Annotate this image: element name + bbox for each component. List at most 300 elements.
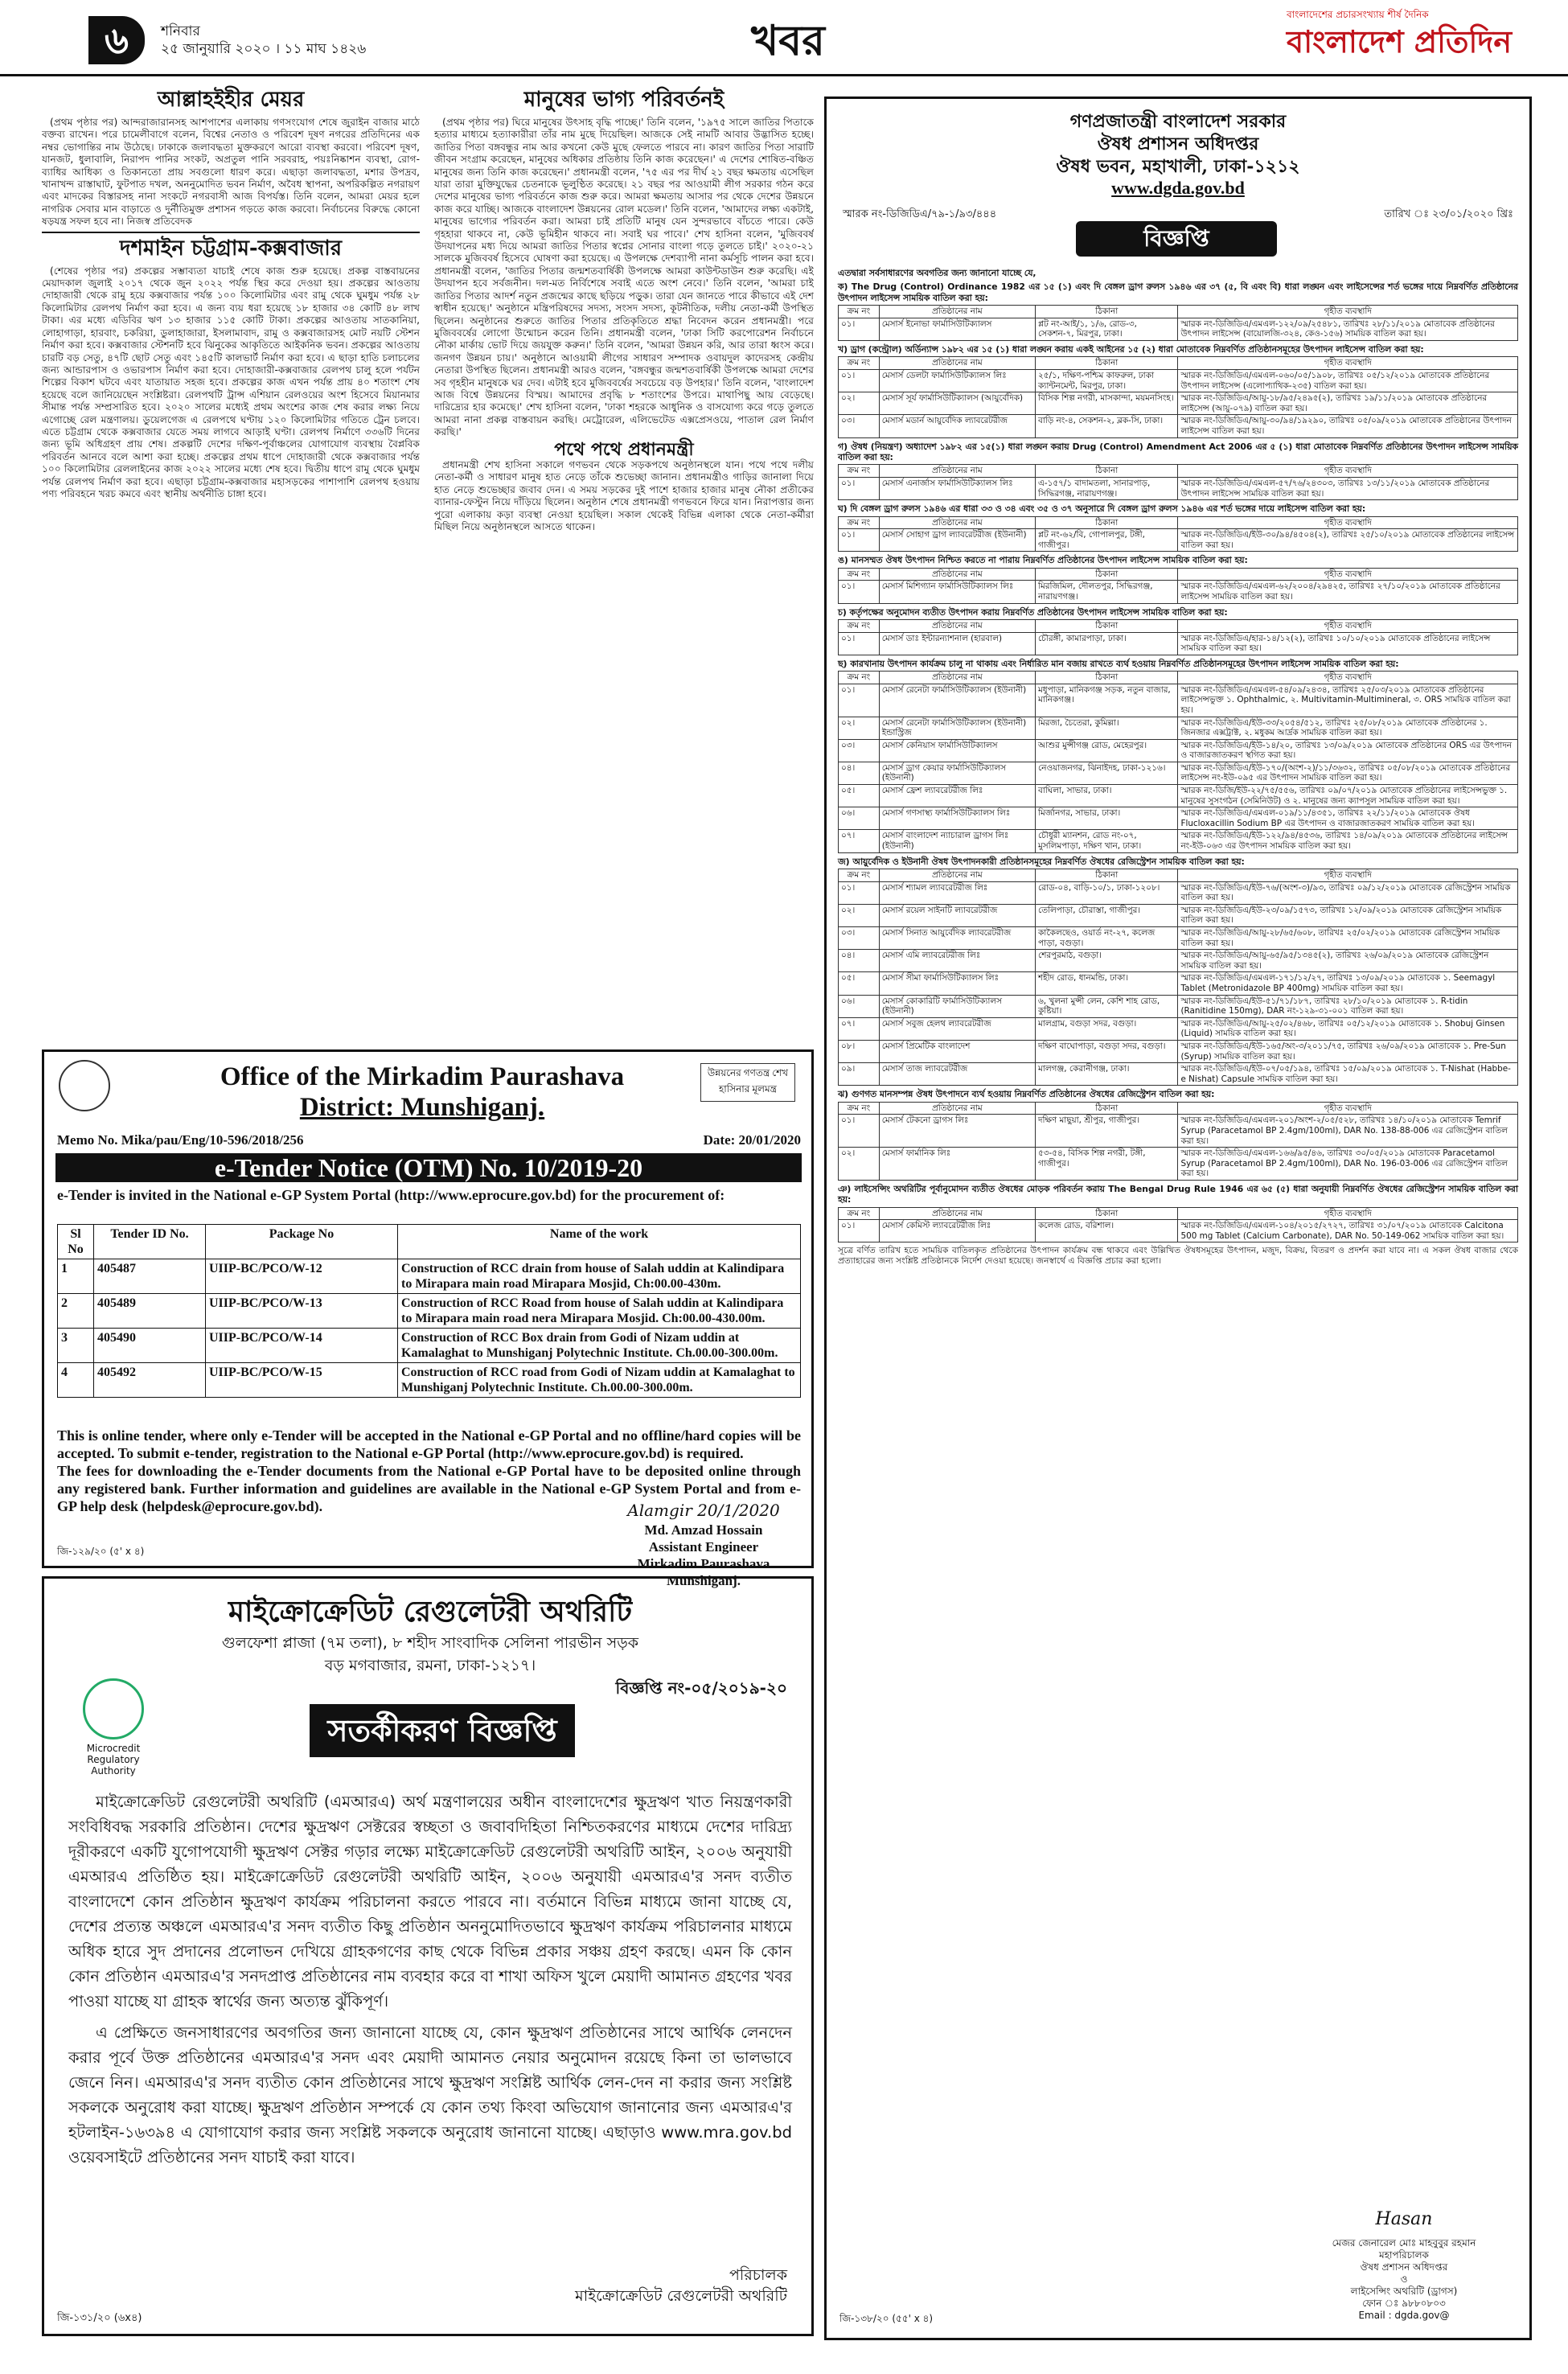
tender-intro: e-Tender is invited in the National e-GP System Portal (http://www.eprocure.gov.bd) for the procurement of: [57, 1187, 725, 1203]
table-cell-name: মেসার্স সিনাত আয়ুর্বেদিক ল্যাবরেটরীজ [879, 927, 1035, 950]
ad-code: জি-১৩৮/২০ (৫৫' x ৪) [839, 2313, 934, 2324]
table-row [839, 1063, 1518, 1086]
table-cell-action: স্মারক নং-ডিজিডিএ/এমএল-৫৭/৭৬/২৪৩০৩, তারিখঃ ১৩/১১/২০১৯ মোতাবেক প্রতিষ্ঠানের উৎপাদন লাইসেন্স সাময়িক বাতিল করা হয়। [1178, 477, 1518, 499]
column-header: গৃহীত ব্যবস্থাদি [1178, 869, 1518, 882]
table-cell-addr: চৌরঙ্গী, কামারপাড়া, ঢাকা। [1036, 632, 1178, 655]
table-row [839, 762, 1518, 784]
table-cell-name: মেসার্স কেমিস্ট ল্যাবরেটরীজ লিঃ [879, 1220, 1035, 1242]
table-cell-name: মেসার্স মিশিগ্যান ফার্মাসিউটিক্যালস লিঃ [879, 581, 1035, 603]
table-cell-n: ০১। [839, 529, 880, 552]
table-cell-addr: মালগ্রাম, বগুড়া সদর, বগুড়া। [1036, 1017, 1178, 1040]
table-cell-n: ০২। [839, 1148, 880, 1181]
table-row [839, 415, 1518, 437]
column-header: গৃহীত ব্যবস্থাদি [1178, 619, 1518, 632]
column-header: ঠিকানা [1036, 568, 1178, 581]
office-name: Office of the Mirkadim Paurashava [220, 1062, 625, 1091]
signer-title: ও [1400, 2273, 1408, 2285]
tender-memo [57, 1132, 801, 1148]
dgda-notice [824, 97, 1532, 2340]
table-row [839, 807, 1518, 830]
table-cell-action: স্মারক নং-ডিজিডিএ/এমএল-০১৯/১১/৪৩৫১, তারিখঃ ২২/১১/২০১৯ মোতাবেক ঔষধ Flucloxacillin Sodium BP এর উৎপাদন ও বাজারজাতকরণ সাময়িক বাতিল করা হয়। [1178, 807, 1518, 830]
table-cell-addr: কাকৈলছেও, ওয়ার্ড নং-২৭, কলেজ পাড়া, বগুড়া। [1036, 927, 1178, 950]
table-cell-n: ০৭। [839, 1017, 880, 1040]
table-cell-name: মেসার্স কেনিয়াস ফার্মাসিউটিক্যালস [879, 739, 1035, 762]
license-table [838, 1207, 1518, 1243]
table-cell-n: ০১। [839, 632, 880, 655]
table-cell-n: ০২। [839, 717, 880, 739]
table-header-row [839, 672, 1518, 684]
table-cell-action: স্মারক নং-ডিজিডিএ/ইউ-১৬৫/অং-৩/২০১১/৭৫, তারিখঃ ২৬/০৯/২০১৯ মোতাবেক ১. Pre-Sun (Syrup) সাময়িক বাতিল করা হয়। [1178, 1040, 1518, 1062]
table-cell-name: মেসার্স ফার্মানিক লিঃ [879, 1148, 1035, 1181]
table-header-row [839, 306, 1518, 318]
section-heading: ছ) কারখানায় উৎপাদন কার্যক্রম চালু না থাকায় এবং নির্ধারিত মান বজায় রাখতে ব্যর্থ হওয়ায় নিম্নবর্ণিত প্রতিষ্ঠানসমূহের উৎপাদন লাইসেন্স সাময়িক বাতিল করা হয়: [838, 658, 1399, 669]
column-header: প্রতিষ্ঠানের নাম [879, 357, 1035, 370]
table-cell-addr: রোড-০৪, বাড়ি-১০/১, ঢাকা-১২০৮। [1036, 881, 1178, 904]
table-header-row [58, 1225, 801, 1259]
column-header: গৃহীত ব্যবস্থাদি [1178, 1207, 1518, 1220]
table-cell-name: মেসার্স ডাঃ ইন্টারন্যাশনাল (হারবাল) [879, 632, 1035, 655]
table-cell-action: স্মারক নং-ডিজিডিএ/আয়ু-৩০/৯৪/১৯২৯০, তারিখঃ ০৫/০৯/২০১৯ মোতাবেক প্রতিষ্ঠানের উৎপাদন লাইসেন্স বাতিল করা হয়। [1178, 415, 1518, 437]
table-cell-name: মেসার্স সবুজ হেলথ ল্যাবরেটরীজ [879, 1017, 1035, 1040]
table-cell-name: মেসার্স সূর্য ফার্মাসিউটিক্যালস (আয়ুর্বেদিক) [879, 392, 1035, 415]
table-cell-addr: দক্ষিণ মাছুয়া, শ্রীপুর, গাজীপুর। [1036, 1115, 1178, 1148]
table-cell-n: ০১। [839, 318, 880, 340]
table-cell-addr: মিরজা, চৈতেরা, কুমিল্লা। [1036, 717, 1178, 739]
section-heading: ঘ) দি বেঙ্গল ড্রাগ রুলস ১৯৪৬ এর ধারা ৩৩ ও ৩৪ এবং ৩৫ ও ৩৭ অনুসারে দি বেঙ্গল ড্রাগ রুলস ১৯৪৬ এর শর্ত ভঙ্গের দায়ে লাইসেন্স বাতিল করা হয়: [838, 503, 1366, 515]
table-cell-sl: 3 [58, 1329, 94, 1363]
column-header: গৃহীত ব্যবস্থাদি [1178, 568, 1518, 581]
article-paragraph: (শেষের পৃষ্ঠার পর) প্রকল্পের সম্ভাব্যতা যাচাই শেষে কাজ শুরু হয়েছে। প্রকল্প বাস্তবায়নের মেয়াদকাল জুলাই ২০১৭ থেকে জুন ২০২২ পর্যন্ত স্থির করে দেওয়া হয়। প্রকল্পের আওতায় দোহাজারী থেকে রামু হয়ে কক্সবাজার পর্যন্ত ১০০ কিলোমিটার এবং রামু থেকে ঘুমধুম পর্যন্ত ২৮ কিলোমিটার রেলপথ নির্মাণ করা হবে। এ জন্য ব্যয় ধরা হয়েছে ১৮ হাজার ৩৪ কোটি ৪৮ লাখ টাকা। এর মধ্যে এডিবির ঋণ ১৩ হাজার ১১৫ কোটি টাকা। প্রকল্পের আওতায় সাতকানিয়া, লোহাগাড়া, হারবাং, চকরিয়া, ডুলাহাজারা, ইসলামাবাদ, রামু ও কক্সবাজারসহ মোট নয়টি স্টেশন নির্মাণ করা হবে। কক্সবাজার স্টেশনটি হবে ঝিনুকের আকৃতিতে আইকনিক ভবন। প্রকল্পের আওতায় চারটি বড় সেতু, ৪৭টি ছোট সেতু এবং ১৪৫টি কালভার্ট নির্মাণ করা হবে। এ ছাড়া হাতি চলাচলের জন্য আন্ডারপাস ও ওভারপাস নির্মাণ করা হবে। দোহাজারী-কক্সবাজার রেলপথ চালু হলে পর্যটন শিল্পের বিকাশ ঘটবে এবং যাতায়াত সহজ হবে। প্রকল্পের কাজ এখন পর্যন্ত প্রায় ৪০ শতাংশ শেষ হয়েছে বলে জানিয়েছেন সংশ্লিষ্টরা। রেলপথটি ট্রান্স এশিয়ান রেলওয়ের অংশ হিসেবে মিয়ানমার সীমান্ত পর্যন্ত সম্প্রসারিত হবে। ২০২০ সালের মধ্যেই প্রথম অংশের কাজ শেষ করার লক্ষ্য নিয়ে এগোচ্ছে রেল মন্ত্রণালয়। ডুয়েলগেজ এ রেলপথে ঘণ্টায় ১২০ কিলোমিটার গতিতে ট্রেন চলবে। এতে চট্টগ্রাম থেকে কক্সবাজার যেতে সময় লাগবে আড়াই ঘণ্টা। রেলপথ নির্মাণে ৩৩৬টি দিনের জন্য ভূমি অধিগ্রহণ প্রায় শেষ। প্রকল্পটি দেশের দক্ষিণ-পূর্বাঞ্চলের যোগাযোগ ব্যবস্থায় বৈপ্লবিক পরিবর্তন আনবে বলে আশা করা হচ্ছে। প্রকল্পের প্রথম ধাপে দোহাজারী থেকে কক্সবাজার পর্যন্ত ১০০ কিলোমিটার রেললাইনের কাজ ২০২২ সালের মধ্যে শেষ হবে। দ্বিতীয় ধাপে রামু থেকে ঘুমধুম পর্যন্ত রেলপথ নির্মাণ করা হবে। এছাড়া চট্টগ্রাম-কক্সবাজার মহাসড়কের পাশাপাশি রেলপথ হওয়ায় পণ্য পরিবহনে খরচ কমবে এবং স্থানীয় অর্থনীতি চাঙ্গা হবে। [42, 265, 420, 499]
dgda-signature-block [1299, 2209, 1508, 2322]
table-row [839, 581, 1518, 603]
signer-org: মাইক্রোক্রেডিট রেগুলেটরী অথরিটি [575, 2287, 787, 2305]
table-cell-n: ০৯। [839, 1063, 880, 1086]
tender-note: This is online tender, where only e-Tender will be accepted in the National e-GP Portal and no offline/hard copies will be accepted. To submit e-tender, registration to the National e-GP Portal (http://www.eprocure.gov.bd) is required. [57, 1427, 801, 1461]
license-table [838, 869, 1518, 1086]
table-cell-addr: এ-১৫৭/১ বাদামতলা, সানারপাড়, সিদ্ধিরগঞ্জ, নারায়ণগঞ্জ। [1036, 477, 1178, 499]
column-header: ক্রম নং [839, 1102, 880, 1115]
section-heading: খ) ড্রাগ (কন্ট্রোল) অর্ডিন্যান্স ১৯৮২ এর ১৫ (১) ধারা লঙ্ঘন করায় একই আইনের ১৫ (২) ধারা মোতাবেক নিম্নবর্ণিত প্রতিষ্ঠানসমূহের উৎপাদন লাইসেন্স বাতিল করা হয়: [838, 344, 1424, 355]
table-cell-n: ০৫। [839, 785, 880, 807]
table-row [839, 904, 1518, 926]
column-header: ঠিকানা [1036, 357, 1178, 370]
dateline [161, 23, 402, 58]
table-cell-pkg: UIIP-BC/PCO/W-14 [206, 1329, 398, 1363]
table-cell-name: মেসার্স টেকনো ড্রাগস লিঃ [879, 1115, 1035, 1148]
table-cell-addr: দক্ষিণ বাঘোপাড়া, বগুড়া সদর, বগুড়া। [1036, 1040, 1178, 1062]
table-row [839, 477, 1518, 499]
table-cell-addr: ৬, খুলনা মুন্সী লেন, কেশি শাহ রোড, কুষ্টিয়া। [1036, 995, 1178, 1017]
dgda-content [838, 265, 1518, 1267]
table-cell-name: মেসার্স গণসাস্থ্য ফার্মাসিউটিক্যালস লিঃ [879, 807, 1035, 830]
mra-address-line-2: বড় মগবাজার, রমনা, ঢাকা-১২১৭। [324, 1657, 536, 1674]
table-cell-action: স্মারক নং-ডিজিডিএ/ইউ-৩৩/২০৫৪/৫১২, তারিখঃ ২৫/০৮/২০১৯ মোতাবেক প্রতিষ্ঠানের ১. জিনজার এক্সট্রাক্ট, ২. মধুকম আর্দ্রক সাময়িক বাতিল করা হয়। [1178, 717, 1518, 739]
column-header: ঠিকানা [1036, 619, 1178, 632]
table-cell-pkg: UIIP-BC/PCO/W-13 [206, 1294, 398, 1329]
table-cell-action: স্মারক নং-ডিজিডিএ/ইউ-২৩/০৯/১৫৭৩, তারিখঃ ১২/০৯/২০১৯ মোতাবেক রেজিস্ট্রেশন সাময়িক বাতিল করা হয়। [1178, 904, 1518, 926]
column-header: ক্রম নং [839, 306, 880, 318]
table-cell-n: ০২। [839, 904, 880, 926]
table-cell-addr: শেরপুরমাঠ, বগুড়া। [1036, 950, 1178, 972]
table-cell-action: স্মারক নং-ডিজিডিএ/এমএল-০৬০/০৫/১৯০৮, তারিখঃ ০৫/১২/২০১৯ মোতাবেক প্রতিষ্ঠানের উৎপাদন লাইসেন্স (এলোপ্যাথিক-২৩৫) বাতিল করা হয়। [1178, 370, 1518, 392]
section-heading: গ) ঔষধ (নিয়ন্ত্রণ) অধ্যাদেশ ১৯৮২ এর ১৫(১) ধারা লঙ্ঘন করায় Drug (Control) Amendment Act 2006 এর ৫ (১) ধারা মোতাবেক নিম্নবর্ণিত প্রতিষ্ঠানের উৎপাদন লাইসেন্স সাময়িক বাতিল করা হয়: [838, 441, 1518, 462]
table-row [839, 785, 1518, 807]
memo-date: Date: 20/01/2020 [703, 1132, 801, 1148]
column-header: Sl No [58, 1225, 94, 1259]
signature: Alamgir 20/1/2020 [627, 1501, 780, 1520]
government-emblem-icon [59, 1060, 110, 1111]
table-row [839, 717, 1518, 739]
column-header: গৃহীত ব্যবস্থাদি [1178, 306, 1518, 318]
license-table [838, 1102, 1518, 1181]
table-cell-n: ০৩। [839, 415, 880, 437]
column-header: প্রতিষ্ঠানের নাম [879, 306, 1035, 318]
section-heading: ঙ) মানসম্মত ঔষধ উৎপাদন নিশ্চিত করতে না পারায় নিম্নবর্ণিত প্রতিষ্ঠানের উৎপাদন লাইসেন্স সাময়িক বাতিল করা হয়: [838, 555, 1248, 566]
table-cell-n: ০১। [839, 581, 880, 603]
column-header: ঠিকানা [1036, 1102, 1178, 1115]
tender-note: The fees for downloading the e-Tender documents from the National e-GP Portal have to be deposited online through any registered bank. Further information and guidelines are available in the National e-GP System Portal and from e-GP help desk (helpdesk@eprocure.gov.bd). [57, 1463, 801, 1514]
table-cell-name: মেসার্স প্রিমেটিক বাংলাদেশ [879, 1040, 1035, 1062]
column-header: গৃহীত ব্যবস্থাদি [1178, 1102, 1518, 1115]
table-header-row [839, 869, 1518, 882]
table-cell-n: ০২। [839, 392, 880, 415]
mra-body [68, 1789, 792, 2176]
table-cell-action: স্মারক নং-ডিজিডিএ/ইউ-১২২/৯৪/৪৫৩৬, তারিখঃ ১৪/০৯/২০১৯ মোতাবেক প্রতিষ্ঠানের লাইসেন্স নং-ইউ-০৬৩ এর উৎপাদন সাময়িক বাতিল করা হয়। [1178, 830, 1518, 852]
article-column-1 [42, 84, 420, 1041]
table-cell-name: মেসার্স কোকারিটি ফার্মাসিউটিক্যালস (ইউনানী) [879, 995, 1035, 1017]
table-cell-pkg: UIIP-BC/PCO/W-15 [206, 1363, 398, 1398]
signer-name: মেজর জেনারেল মোঃ মাহবুবুর রহমান [1332, 2237, 1476, 2249]
section-heading: ঝ) গুণগত মানসম্পন্ন ঔষধ উৎপাদনে ব্যর্থ হওয়ায় নিম্নবর্ণিত প্রতিষ্ঠানের ঔষধের রেজিস্ট্রেশন বাতিল করা হয়: [838, 1089, 1215, 1100]
masthead [0, 0, 1568, 76]
signer-title: ঔষধ প্রশাসন অধিদপ্তর [1360, 2261, 1448, 2273]
column-header: প্রতিষ্ঠানের নাম [879, 1207, 1035, 1220]
table-cell-name: মেসার্স ফ্রেশ ল্যাবরেটরীজ লিঃ [879, 785, 1035, 807]
notice-intro: এতদ্বারা সর্বসাধারণের অবগতির জন্য জানানো যাচ্ছে যে, [838, 268, 1036, 278]
article-subhead: পথে পথে প্রধানমন্ত্রী [554, 438, 694, 460]
license-table [838, 464, 1518, 500]
warning-title: সতর্কীকরণ বিজ্ঞপ্তি [310, 1704, 575, 1757]
table-cell-action: স্মারক নং-ডিজিডিএ/এমএল-১৭১/১২/২৭, তারিখঃ ১৩/০৯/২০১৯ মোতাবেক ১. Seemagyl Tablet (Metronidazole BP 400mg) সাময়িক বাতিল করা হয়। [1178, 972, 1518, 995]
table-header-row [839, 516, 1518, 529]
table-cell-action: স্মারক নং-ডিজিডিএ/এমএল-১০৪/২০১৫/২৭২৭, তারিখঃ ৩১/০৭/২০১৯ মোতাবেক Calcitona 500 mg Tablet (Calcium Carbonate), DAR No. 50-149-062 সাময়িক বাতিল করা হয়। [1178, 1220, 1518, 1242]
memo-date: তারিখ ঃ ২৩/০১/২০২০ খ্রিঃ [1384, 208, 1513, 220]
table-cell-action: স্মারক নং-ডিজিডিএ/আয়ু-৬৫/৯৫/১৩৪৫(২), তারিখঃ ২৬/০৯/২০১৯ মোতাবেক রেজিস্ট্রেশন সাময়িক বাতিল করা হয়। [1178, 950, 1518, 972]
mra-logo-icon [83, 1678, 144, 1739]
closing-text: সূত্রে বর্ণিত তারিখ হতে সাময়িক বাতিলকৃত প্রতিষ্ঠানের উৎপাদন কার্যক্রম বন্ধ থাকবে এবং উল্লিখিত ঔষধসমূহের উৎপাদন, মজুদ, বিক্রয়, বিতরণ ও প্রদর্শন করা যাবে না। এ সকল ঔষধ বাজার থেকে প্রত্যাহারের জন্য সংশ্লিষ্ট প্রতিষ্ঠানকে নির্দেশ দেওয়া হয়েছে। জনস্বার্থে এ বিজ্ঞপ্তি প্রচার করা হলো। [838, 1246, 1518, 1267]
table-cell-n: ০১। [839, 370, 880, 392]
table-cell-addr: বাঘিলা, সাভার, ঢাকা। [1036, 785, 1178, 807]
table-row [839, 881, 1518, 904]
table-cell-sl: 4 [58, 1363, 94, 1398]
table-cell-addr: মির্জানগর, সাভার, ঢাকা। [1036, 807, 1178, 830]
table-cell-name: মেসার্স রেনেটা ফার্মাসিউটিক্যালস (ইউনানী) [879, 684, 1035, 717]
table-row [839, 1115, 1518, 1148]
signer-title: পরিচালক [729, 2266, 787, 2284]
table-header-row [839, 568, 1518, 581]
signer-email: Email : dgda.gov@ [1358, 2310, 1450, 2321]
table-row [839, 392, 1518, 415]
notice-title: বিজ্ঞপ্তি [1076, 221, 1277, 257]
mra-address-line-1: গুলফেশা প্লাজা (৭ম তলা), ৮ শহীদ সাংবাদিক সেলিনা পারভীন সড়ক [221, 1634, 639, 1652]
table-cell-n: ০১। [839, 881, 880, 904]
table-cell-name: মেসার্স সোহাগ ড্রাগ ল্যাবরেটরীজ (ইউনানী) [879, 529, 1035, 552]
table-cell-addr: বাড়ি নং-৪, সেকশন-২, ব্লক-সি, ঢাকা। [1036, 415, 1178, 437]
newspaper-logo [1287, 8, 1536, 64]
memo-number: Memo No. Mika/pau/Eng/10-596/2018/256 [57, 1132, 304, 1148]
ad-code: জি-১২৯/২০ (৫' x ৪) [57, 1546, 145, 1557]
table-cell-addr: আশুর মুন্সীগঞ্জ রোড, মেহেরপুর। [1036, 739, 1178, 762]
column-header: Tender ID No. [94, 1225, 206, 1259]
license-table [838, 305, 1518, 341]
column-header: গৃহীত ব্যবস্থাদি [1178, 465, 1518, 478]
table-cell-addr: নেওয়াজনগর, ঝিনাইদহ, ঢাকা-১২১৬। [1036, 762, 1178, 784]
table-row [839, 1040, 1518, 1062]
office-district: District: Munshiganj. [299, 1093, 545, 1122]
table-cell-action: স্মারক নং-ডিজিডিএ/এমএল-৫৪/০৯/২৪৩৪, তারিখঃ ২৫/০৩/২০১৯ মোতাবেক প্রতিষ্ঠানের লাইসেন্সভুক্ত ১. Ophthalmic, ২. Multivitamin-Multimineral, ৩. ORS সাময়িক বাতিল করা হয়। [1178, 684, 1518, 717]
table-row [58, 1363, 801, 1398]
article-paragraph: প্রধানমন্ত্রী শেখ হাসিনা সকালে গণভবন থেকে সড়কপথে অনুষ্ঠানস্থলে যান। পথে পথে দলীয় নেতা-কর্মী ও সাধারণ মানুষ হাত নেড়ে তাঁকে শুভেচ্ছা জানান। প্রধানমন্ত্রীও গাড়ির জানালা দিয়ে হাত নেড়ে শুভেচ্ছার জবাব দেন। এ সময় সড়কের দুই পাশে হাজার হাজার মানুষ নৌকা প্রতীকের ব্যানার-ফেস্টুন নিয়ে দাঁড়িয়ে ছিলেন। অনুষ্ঠান শেষে প্রধানমন্ত্রী গণভবনে ফিরে যান। নিরাপত্তার জন্য পুরো এলাকায় কড়া ব্যবস্থা নেওয়া হয়েছিল। সকাল থেকেই বিভিন্ন এলাকা থেকে নেতা-কর্মীরা মিছিল নিয়ে অনুষ্ঠানস্থলে আসতে থাকেন। [434, 458, 814, 532]
column-header: প্রতিষ্ঠানের নাম [879, 672, 1035, 684]
article-headline: আল্লাহইহীর মেয়র [157, 88, 305, 112]
mra-warning-notice [42, 1576, 814, 2336]
section-heading: চ) কর্তৃপক্ষের অনুমোদন ব্যতীত উৎপাদন করায় নিম্নবর্ণিত প্রতিষ্ঠানের উৎপাদন লাইসেন্স সাময়িক বাতিল করা হয়: [838, 606, 1228, 618]
article-headline: দশমাইন চট্টগ্রাম-কক্সবাজার [119, 236, 343, 261]
signer-title: মহাপরিচালক [1379, 2249, 1429, 2261]
section-heading: জ) আয়ুর্বেদিক ও ইউনানী ঔষধ উৎপাদনকারী প্রতিষ্ঠানসমূহের নিম্নবর্ণিত ঔষধের রেজিস্ট্রেশন সাময়িক বাতিল করা হয়: [838, 856, 1245, 867]
table-cell-id: 405487 [94, 1259, 206, 1294]
mra-paragraph: এ প্রেক্ষিতে জনসাধারণের অবগতির জন্য জানানো যাচ্ছে যে, কোন ক্ষুদ্রঋণ প্রতিষ্ঠানের সাথে আর্থিক লেনদেন করার পূর্বে উক্ত প্রতিষ্ঠানের এমআরএ'র সনদ এবং মেয়াদী আমানত নেয়ার অনুমোদন রয়েছে কিনা তা ভালভাবে জেনে নিন। এমআরএ'র সনদ ব্যতীত কোন প্রতিষ্ঠানের সাথে ক্ষুদ্রঋণ সংশ্লিষ্ট আর্থিক লেন-দেন না করার জন্য সংশ্লিষ্ট সকলকে অনুরোধ করা যাচ্ছে। ক্ষুদ্রঋণ প্রতিষ্ঠান সম্পর্কে যে কোন তথ্য কিংবা অভিযোগ জানানোর জন্য এমআরএ'র হটলাইন-১৬৩৯৪ এ যোগাযোগ করার জন্য সংশ্লিষ্ট সকলকে অনুরোধ জানানো যাচ্ছে। এছাড়াও www.mra.gov.bd ওয়েবসাইটে প্রতিষ্ঠানের সনদ যাচাই করা যাবে। [68, 2023, 792, 2167]
table-cell-addr: কলেজ রোড, বরিশাল। [1036, 1220, 1178, 1242]
table-row [839, 927, 1518, 950]
table-row [839, 995, 1518, 1017]
dgda-header [827, 110, 1529, 178]
logo-tagline: বাংলাদেশের প্রচারসংখ্যায় শীর্ষ দৈনিক [1287, 9, 1429, 20]
table-cell-n: ০৮। [839, 1040, 880, 1062]
table-cell-work: Construction of RCC Road from house of Salah uddin at Kalindipara to Mirapara main road nera Mirapara Mosjid. Ch:00.00-430.00m. [398, 1294, 801, 1329]
table-cell-n: ০৪। [839, 762, 880, 784]
column-header: প্রতিষ্ঠানের নাম [879, 619, 1035, 632]
column-header: প্রতিষ্ঠানের নাম [879, 869, 1035, 882]
table-cell-name: মেসার্স রেনেটা ফার্মাসিউটিক্যালস (ইউনানী) ইন্ডাস্ট্রিজ [879, 717, 1035, 739]
section-heading: ক) The Drug (Control) Ordinance 1982 এর ১৫ (১) এবং দি বেঙ্গল ড্রাগ রুলস ১৯৪৬ এর ৩৭ (৫, বি এবং বি) ধারা লঙ্ঘন এবং লাইসেন্সের শর্ত ভঙ্গের দায়ে নিম্নবর্ণিত প্রতিষ্ঠানের উৎপাদন লাইসেন্স সাময়িক বাতিল করা হয়: [838, 281, 1518, 303]
mra-logo [65, 1678, 162, 1783]
table-cell-name: মেসার্স এমি ল্যাবরেটরীজ লিঃ [879, 950, 1035, 972]
column-header: ক্রম নং [839, 619, 880, 632]
table-cell-n: ০৩। [839, 927, 880, 950]
article-paragraph: (প্রথম পৃষ্ঠার পর) ঘিরে মানুষের উৎসাহ বৃদ্ধি পাচ্ছে।' তিনি বলেন, '১৯৭৫ সালে জাতির পিতাকে হত্যার মাধ্যমে হত্যাকারীরা তাঁর নাম মুছে দিয়েছিল। আজকে সেই নামটি আবার উদ্ভাসিত হচ্ছে। জাতির পিতা বঙ্গবন্ধুর নাম আর কখনো কেউ মুছে ফেলতে পারবে না। কারণ জাতির পিতা সারাটি জীবন সংগ্রাম করেছেন, মানুষের অধিকার প্রতিষ্ঠায় তিনি কাজ করেছেন।' এ দেশের শোষিত-বঞ্চিত মানুষের জন্য তিনি কাজ করেছেন।' প্রধানমন্ত্রী বলেন, '৭৫ এর পর দীর্ঘ ২১ বছর ক্ষমতায় এসেছিল যারা তারা মুক্তিযুদ্ধের চেতনাকে ভূলুণ্ঠিত করেছে। ২১ বছর পর আওয়ামী লীগ সরকার গঠন করে দেশের মানুষের ভাগ্য পরিবর্তনে কাজ শুরু করে। আমরা ক্ষমতায় আসার পর থেকে দেশের উন্নয়নে কাজ করে যাচ্ছি। আজকে বাংলাদেশ উন্নয়নের রোল মডেল।' তিনি বলেন, 'আমাদের লক্ষ্য একটাই, মানুষের ভাগ্যের পরিবর্তন করা। আমরা চাই প্রতিটি মানুষ যেন সুন্দরভাবে বাঁচতে পারে। কেউ গৃহহারা থাকবে না, কেউ ভূমিহীন থাকবে না। সবাই ঘর পাবে।' শেখ হাসিনা বলেন, 'মুজিববর্ষ উদযাপনের মধ্য দিয়ে আমরা জাতির পিতার স্বপ্নের সোনার বাংলা গড়ে তুলতে চাই।' ২০২০-২১ সালকে মুজিববর্ষ হিসেবে ঘোষণা করা হয়েছে। এ উপলক্ষে দেশব্যাপী নানা কর্মসূচি পালন করা হবে। প্রধানমন্ত্রী বলেন, 'জাতির পিতার জন্মশতবার্ষিকী উপলক্ষে আমরা কাউন্টডাউন শুরু করেছি। এই উদযাপন হবে সর্বজনীন। দল-মত নির্বিশেষে সবাই এতে অংশ নেবে।' তিনি বলেন, 'আমরা চাই জাতির পিতার আদর্শ নতুন প্রজন্মের কাছে ছড়িয়ে পড়ুক। তারা যেন জানতে পারে কীভাবে এই দেশ স্বাধীন হয়েছে।' অনুষ্ঠানে মন্ত্রিপরিষদের সদস্য, সংসদ সদস্য, কূটনীতিক, দলীয় নেতা-কর্মী উপস্থিত ছিলেন। অনুষ্ঠানের শুরুতে জাতির পিতার প্রতিকৃতিতে শ্রদ্ধা নিবেদন করেন প্রধানমন্ত্রী। পরে মুজিববর্ষের লোগো উন্মোচন করেন তিনি। প্রধানমন্ত্রী বলেন, 'ঢাকা সিটি করপোরেশন নির্বাচনে নৌকা মার্কায় ভোট দিয়ে জয়যুক্ত করুন।' তিনি বলেন, 'আমরা উন্নয়ন করি, আর তারা ধ্বংস করে। জনগণ উন্নয়ন চায়।' অনুষ্ঠানে আওয়ামী লীগের সাধারণ সম্পাদক ওবায়দুল কাদেরসহ কেন্দ্রীয় নেতারা উপস্থিত ছিলেন। প্রধানমন্ত্রী আরও বলেন, 'বঙ্গবন্ধুর জন্মশতবার্ষিকী উপলক্ষে আমরা দেশের সব গৃহহীন মানুষকে ঘর দেব। এটাই হবে মুজিববর্ষের সবচেয়ে বড় উপহার।' তিনি বলেন, 'বাংলাদেশ আজ বিশ্বে উন্নয়নের বিস্ময়। আমাদের প্রবৃদ্ধি ৮ শতাংশের উপরে। মাথাপিছু আয় বেড়েছে। দারিদ্র্যের হার কমেছে।' শেখ হাসিনা বলেন, 'ঢাকা শহরকে আধুনিক ও বাসযোগ্য করে গড়ে তুলতে আমরা নানা প্রকল্প বাস্তবায়ন করছি। মেট্রোরেল, এলিভেটেড এক্সপ্রেসওয়ে, পাতাল রেল নির্মাণ করছি।' [434, 117, 814, 438]
tender-office [125, 1062, 720, 1123]
table-cell-addr: ২৫/১, দক্ষিণ-পশ্চিম কাফরুল, ঢাকা ক্যান্টনমেন্ট, মিরপুর, ঢাকা। [1036, 370, 1178, 392]
article-paragraph: (প্রথম পৃষ্ঠার পর) আন্দরাজারানসহ আশপাশের এলাকায় গণসংযোগ শেষে জুরাইন বাজার মাঠে বক্তব্য রাখেন। পরে চামেলীবাগে বলেন, বিশ্বের নেতাও ও পরিবেশ দূষণ নগরের প্রতিদিনের এক নম্বর ভোগান্তির নাম উঠেছে। ঢাকাকে জলাবদ্ধতা মুক্তকরণে আরো ব্যবস্থা করবো। পরিবেশ দূষণ, যানজট, ধুলাবালি, নিরাপদ পানির সংকট, অপ্রতুল পানি সরবরাহ, পয়ঃনিষ্কাশন ব্যবস্থা, রোগ-ব্যাধির আধিক্য ও তিকানতো প্রায় সবগুলো ধারণ করে। এছাড়া জলাবদ্ধতা, মশার উপদ্রব, খানাখন্দ রাস্তাঘাট, ফুটপাত দখল, অননুমোদিত ভবন নির্মাণ, অবৈধ স্থাপনা, অপরিকল্পিত নগরায়ণ এবং মাদকের বিস্তারসহ নানা সংকটে নগরবাসী আজ বিপর্যস্ত। তিনি বলেন, আমরা মেয়র হলে নাগরিক সেবার মান বাড়াতে ও দুর্নীতিমুক্ত প্রশাসন গড়তে কাজ করবো। নির্বাচনের বিরুদ্ধে কোনো ষড়যন্ত্র সফল হবে না। নিজস্ব প্রতিবেদক [42, 117, 420, 228]
table-cell-n: ০৩। [839, 739, 880, 762]
table-cell-n: ০৬। [839, 807, 880, 830]
department-name: ঔষধ প্রশাসন অধিদপ্তর [1097, 133, 1259, 154]
table-cell-action: স্মারক নং-ডিজিডিএ/ইউ-৭৬/(অংশ-৩)/৯৩, তারিখঃ ০৯/১২/২০১৯ মোতাবেক রেজিস্ট্রেশন সাময়িক বাতিল করা হয়। [1178, 881, 1518, 904]
table-cell-n: ০৬। [839, 995, 880, 1017]
column-header: ঠিকানা [1036, 465, 1178, 478]
column-header: ঠিকানা [1036, 672, 1178, 684]
table-cell-action: স্মারক নং-ডিজিডিএ/এমএল-২০১/অংশ-২/০৫/৫২৮, তারিখঃ ১৪/১০/২০১৯ মোতাবেক Temrif Syrup (Paracetamol BP 2.4gm/100ml), DAR No. 138-88-006 এর রেজিস্ট্রেশন বাতিল করা হয়। [1178, 1115, 1518, 1148]
table-cell-name: মেসার্স রয়েল সাইনটি ল্যাবরেটরীজ [879, 904, 1035, 926]
table-cell-action: স্মারক নং-ডিজিডিএ/ইউ-৫১/৭১/১৮৭, তারিখঃ ২৮/১০/২০১৯ মোতাবেক ১. R-tidin (Ranitidine 150mg), DAR নং-১২৯-৩১-০০১ বাতিল করা হয়। [1178, 995, 1518, 1017]
table-row [839, 972, 1518, 995]
table-cell-name: মেসার্স তাজ ল্যাবরেটরীজ [879, 1063, 1035, 1086]
table-cell-work: Construction of RCC Box drain from Godi of Nizam uddin at Kamalaghat to Munshiganj Polytechnic Institute. Ch.00.00-300.00m. [398, 1329, 801, 1363]
license-table [838, 568, 1518, 604]
table-cell-action: স্মারক নং-ডিজিডিএ/আয়ু-২৮/৬৫/৬০৮, তারিখঃ ২৫/০২/২০১৯ মোতাবেক রেজিস্ট্রেশন সাময়িক বাতিল করা হয়। [1178, 927, 1518, 950]
mra-org-name: মাইক্রোক্রেডিট রেগুলেটরী অথরিটি [228, 1595, 633, 1629]
column-header: প্রতিষ্ঠানের নাম [879, 1102, 1035, 1115]
column-header: ক্রম নং [839, 672, 880, 684]
table-header-row [839, 619, 1518, 632]
table-cell-action: স্মারক নং-ডিজি/ইউ-২২/৭৫/৫৫৬, তারিখঃ ০৯/০৭/২০১৯ মোতাবেক প্রতিষ্ঠানের লাইসেন্সভুক্ত ১. মানুষের সুসংগঠন (সেমিনিউট) ও ২. মানুষের জন্য ক্যাপসুল সাময়িক বাতিল করা হয়। [1178, 785, 1518, 807]
table-cell-action: স্মারক নং-ডিজিডিএ/ইউ-৩০/৯৪/৪৫০৪(২), তারিখঃ ২৫/১০/২০১৯ মোতাবেক প্রতিষ্ঠানের লাইসেন্স বাতিল করা হয়। [1178, 529, 1518, 552]
table-row [839, 830, 1518, 852]
table-row [839, 1148, 1518, 1181]
slogan-seal: উন্নয়নের গণতন্ত্র শেখ হাসিনার মূলমন্ত্র [700, 1063, 795, 1102]
table-cell-n: ০৪। [839, 950, 880, 972]
table-cell-sl: 2 [58, 1294, 94, 1329]
table-cell-name: মেসার্স মডার্ন আয়ুর্বেদিক ল্যাবরেটরীজ [879, 415, 1035, 437]
mra-paragraph: মাইক্রোক্রেডিট রেগুলেটরী অথরিটি (এমআরএ) অর্থ মন্ত্রণালয়ের অধীন বাংলাদেশের ক্ষুদ্রঋণ খাত নিয়ন্ত্রণকারী সংবিধিবদ্ধ সরকারি প্রতিষ্ঠান। দেশের ক্ষুদ্রঋণ সেক্টরের স্বচ্ছতা ও জবাবদিহিতা নিশ্চিতকরণের মাধ্যমে দেশের দারিদ্র্য দূরীকরণে একটি যুগোপযোগী ক্ষুদ্রঋণ সেক্টর গড়ার লক্ষ্যে মাইক্রোক্রেডিট রেগুলেটরী অথরিটি আইন, ২০০৬ অনুযায়ী এমআরএ প্রতিষ্ঠিত হয়। মাইক্রোক্রেডিট রেগুলেটরী অথরিটি আইন, ২০০৬ অনুযায়ী এমআরএ'র সনদ ব্যতীত বাংলাদেশে কোন প্রতিষ্ঠান ক্ষুদ্রঋণ কার্যক্রম পরিচালনা করতে পারবে না। বর্তমানে বিভিন্ন মাধ্যমে জানা যাচ্ছে যে, দেশের প্রত্যন্ত অঞ্চলে এমআরএ'র সনদ ব্যতীত কিছু প্রতিষ্ঠান অননুমোদিতভাবে ক্ষুদ্রঋণ কার্যক্রম পরিচালনার মাধ্যমে অধিক হারে সুদ প্রদানের প্রলোভন দেখিয়ে গ্রাহকগণের কাছ থেকে বিভিন্ন প্রকার সঞ্চয় গ্রহণ করছে। এমন কি কোন কোন প্রতিষ্ঠান এমআরএ'র সনদপ্রাপ্ত প্রতিষ্ঠানের নাম ব্যবহার করে বা শাখা অফিস খুলে মেয়াদী আমানত গ্রহণের খবর পাওয়া যাচ্ছে যা গ্রাহক স্বার্থের জন্য অত্যন্ত ঝুঁকিপূর্ণ। [68, 1793, 792, 2011]
table-cell-action: স্মারক নং-ডিজিডিএ/হার-১৪/১২(২), তারিখঃ ১০/১০/২০১৯ মোতাবেক প্রতিষ্ঠানের লাইসেন্স সাময়িক বাতিল করা হয়। [1178, 632, 1518, 655]
mra-notice-number: বিজ্ঞপ্তি নং-০৫/২০১৯-২০ [615, 1678, 787, 1698]
signer-title: লাইসেন্সিং অথরিটি (ড্রাগস) [1350, 2286, 1458, 2297]
table-cell-name: মেসার্স এনার্জাস ফার্মাসিউটিক্যালস লিঃ [879, 477, 1035, 499]
signature: Hasan [1375, 2209, 1433, 2229]
column-header: ক্রম নং [839, 869, 880, 882]
column-header: ঠিকানা [1036, 1207, 1178, 1220]
section-heading: ঞ) লাইসেন্সিং অথরিটির পূর্বানুমোদন ব্যতীত ঔষধের মোড়ক পরিবর্তন করায় The Bengal Drug Rule 1946 এর ৬৫ (৫) ধারা অনুযায়ী নিম্নবর্ণিত ঔষধের রেজিস্ট্রেশন সাময়িক বাতিল করা হয়: [838, 1183, 1518, 1205]
column-header: ঠিকানা [1036, 516, 1178, 529]
tender-title: e-Tender Notice (OTM) No. 10/2019-20 [55, 1153, 802, 1182]
table-row [839, 529, 1518, 552]
logo-name: বাংলাদেশ প্রতিদিন [1287, 23, 1513, 60]
column-header: ক্রম নং [839, 1207, 880, 1220]
table-row [58, 1259, 801, 1294]
column-header: গৃহীত ব্যবস্থাদি [1178, 672, 1518, 684]
signer-title: Assistant Engineer [648, 1539, 759, 1555]
table-cell-work: Construction of RCC drain from house of Salah uddin at Kalindipara to Mirapara main road Mirapara Mosjid, Ch:00.00-430m. [398, 1259, 801, 1294]
table-row [839, 739, 1518, 762]
table-cell-action: স্মারক নং-ডিজিডিএ/আয়ু-১৮/৯৫/২৪৯৫(২), তারিখঃ ১৯/১১/২০১৯ মোতাবেক প্রতিষ্ঠানের লাইসেন্স (আয়ু-০৭৯) বাতিল করা হয়। [1178, 392, 1518, 415]
license-table [838, 516, 1518, 552]
table-header-row [839, 357, 1518, 370]
signer-place: Munshiganj. [666, 1573, 741, 1588]
column-header: ক্রম নং [839, 357, 880, 370]
section-title: খবর [751, 16, 825, 65]
table-cell-name: মেসার্স ডেলটা ফার্মাসিউটিক্যালস লিঃ [879, 370, 1035, 392]
table-cell-addr: প্লট নং-আই/১, ১/৬, রোড-৩, সেকশন-৭, মিরপুর, ঢাকা। [1036, 318, 1178, 340]
table-cell-name: মেসার্স ইনোভা ফার্মাসিউটিক্যালস [879, 318, 1035, 340]
table-cell-sl: 1 [58, 1259, 94, 1294]
table-cell-addr: শহীদ রোড, ধানমন্ডি, ঢাকা। [1036, 972, 1178, 995]
page-number: ৬ [88, 16, 145, 64]
table-row [839, 950, 1518, 972]
signer-name: Md. Amzad Hossain [644, 1522, 763, 1538]
table-cell-action: স্মারক নং-ডিজিডিএ/এমএল-১৬৬/৯৫/৪৬, তারিখঃ ৩০/০৫/২০১৯ মোতাবেক Paracetamol Syrup (Paracetamol BP 2.4gm/100ml), DAR No. 196-03-006 এর রেজিস্ট্রেশন বাতিল করা হয়। [1178, 1148, 1518, 1181]
table-cell-name: মেসার্স ড্রাগ কেয়ার ফার্মাসিউটিক্যালস (ইউনানী) [879, 762, 1035, 784]
table-cell-n: ০৫। [839, 972, 880, 995]
gov-name: গণপ্রজাতন্ত্রী বাংলাদেশ সরকার [1069, 111, 1287, 132]
day: শনিবার [161, 23, 200, 39]
table-cell-pkg: UIIP-BC/PCO/W-12 [206, 1259, 398, 1294]
date: ২৫ জানুয়ারি ২০২০ । ১১ মাঘ ১৪২৬ [161, 41, 367, 57]
table-cell-n: ০৭। [839, 830, 880, 852]
column-header: প্রতিষ্ঠানের নাম [879, 568, 1035, 581]
table-cell-addr: প্লট নং-৬২/বি, গোপালপুর, টঙ্গী, গাজীপুর। [1036, 529, 1178, 552]
table-row [839, 684, 1518, 717]
license-table [838, 619, 1518, 655]
column-header: ক্রম নং [839, 516, 880, 529]
column-header: গৃহীত ব্যবস্থাদি [1178, 357, 1518, 370]
dgda-website: www.dgda.gov.bd [1111, 178, 1245, 198]
table-row [839, 632, 1518, 655]
table-header-row [839, 465, 1518, 478]
table-cell-action: স্মারক নং-ডিজিডিএ/ইউ-০৭/০৫/১৯৪, তারিখঃ ১৫/০৯/২০১৯ মোতাবেক ১. T-Nishat (Habbe-e Nishat) Capsule সাময়িক বাতিল করা হয়। [1178, 1063, 1518, 1086]
table-cell-work: Construction of RCC road from Godi of Nizam uddin at Kamalaghat to Munshiganj Polytechnic Institute. Ch.00.00-300.00m. [398, 1363, 801, 1398]
table-row [58, 1329, 801, 1363]
table-cell-n: ০১। [839, 477, 880, 499]
table-cell-action: স্মারক নং-ডিজিডিএ/এমএল-১২২/০৯/২৫৪৮১, তারিখঃ ২৮/১১/২০১৯ মোতাবেক প্রতিষ্ঠানের উৎপাদন লাইসেন্স (বায়োলজি-৩২৪, কেও-১৫৬) সাময়িক বাতিল করা হয়। [1178, 318, 1518, 340]
article-headline: মানুষের ভাগ্য পরিবর্তনই [523, 88, 724, 112]
department-address: ঔষধ ভবন, মহাখালী, ঢাকা-১২১২ [1056, 156, 1300, 177]
table-cell-name: মেসার্স বাংলাদেশ ন্যাচারাল ড্রাগস লিঃ (ইউনানী) [879, 830, 1035, 852]
table-cell-addr: মিরজিমিল, দৌলতপুর, সিদ্ধিরগঞ্জ, নারায়ণগঞ্জ। [1036, 581, 1178, 603]
tender-notice [42, 1049, 814, 1588]
table-row [839, 1017, 1518, 1040]
table-cell-action: স্মারক নং-ডিজিডিএ/ইউ-১৭০/(অংশ-২)/১১/৩৬৩২, তারিখঃ ০৫/০৮/২০১৯ মোতাবেক প্রতিষ্ঠানের লাইসেন্স নং-ইউ-০৯৫ এর উৎপাদন সাময়িক বাতিল করা হয়। [1178, 762, 1518, 784]
table-cell-id: 405490 [94, 1329, 206, 1363]
table-cell-action: স্মারক নং-ডিজিডিএ/ইউ-১৪/২০, তারিখঃ ১৩/০৯/২০১৯ মোতাবেক প্রতিষ্ঠানের ORS এর উৎপাদন ও বাজারজাতকরণ স্থগিত করা হয়। [1178, 739, 1518, 762]
column-header: ক্রম নং [839, 568, 880, 581]
table-header-row [839, 1102, 1518, 1115]
table-cell-name: মেসার্স সীমা ফার্মাসিউটিক্যালস লিঃ [879, 972, 1035, 995]
table-cell-addr: চৌধুরী ম্যানশন, রোড নং-০৭, মুসলিমপাড়া, দক্ষিণ খান, ঢাকা। [1036, 830, 1178, 852]
column-header: প্রতিষ্ঠানের নাম [879, 465, 1035, 478]
table-cell-id: 405492 [94, 1363, 206, 1398]
divider [42, 232, 420, 233]
column-header: গৃহীত ব্যবস্থাদি [1178, 516, 1518, 529]
table-row [839, 1220, 1518, 1242]
table-row [839, 318, 1518, 340]
column-header: ঠিকানা [1036, 306, 1178, 318]
signer-phone: ফোন ঃ ৯৮৮০৮০৩ [1362, 2298, 1446, 2309]
table-cell-addr: মধুপাড়া, মানিকগঞ্জ সড়ক, নতুন বাজার, মানিকগঞ্জ। [1036, 684, 1178, 717]
column-header: ক্রম নং [839, 465, 880, 478]
table-row [839, 370, 1518, 392]
tender-table [57, 1224, 801, 1398]
ad-code: জি-১৩১/২০ (৬x৪) [57, 2312, 142, 2324]
table-cell-n: ০১। [839, 684, 880, 717]
signer-office: Mirkadim Paurashava [637, 1556, 770, 1571]
table-cell-addr: তেলিপাড়া, চৌরাস্তা, গাজীপুর। [1036, 904, 1178, 926]
article-column-2 [434, 84, 814, 1041]
table-cell-name: মেসার্স শ্যামল ল্যাবরেটরীজ লিঃ [879, 881, 1035, 904]
table-cell-n: ০১। [839, 1115, 880, 1148]
table-row [58, 1294, 801, 1329]
table-cell-n: ০১। [839, 1220, 880, 1242]
column-header: Name of the work [398, 1225, 801, 1259]
table-cell-addr: বিসিক শিল্প নগরী, মাসকান্দা, ময়মনসিংহ। [1036, 392, 1178, 415]
table-header-row [839, 1207, 1518, 1220]
column-header: Package No [206, 1225, 398, 1259]
column-header: ঠিকানা [1036, 869, 1178, 882]
license-table [838, 671, 1518, 853]
mra-logo-text: Microcredit Regulatory Authority [86, 1743, 141, 1776]
table-cell-addr: মালগঞ্জ, কেরানীগঞ্জ, ঢাকা। [1036, 1063, 1178, 1086]
